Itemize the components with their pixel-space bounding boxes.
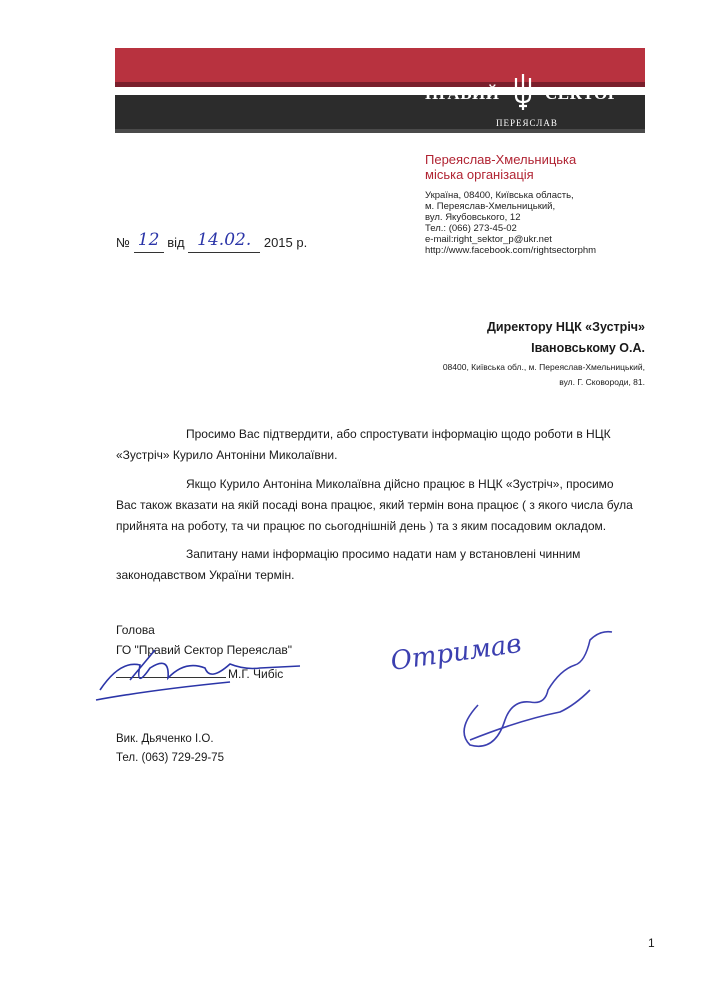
body-paragraph-1 xyxy=(116,424,636,466)
body-paragraph-3 xyxy=(116,544,636,586)
organization-title xyxy=(425,152,576,182)
recipient-signature-icon xyxy=(464,632,612,747)
header-band-red xyxy=(115,48,645,82)
organization-address xyxy=(425,190,596,256)
executor-name: Вик. Дьяченко І.О. xyxy=(116,733,214,745)
brand-left-word: ПРАВИЙ xyxy=(425,84,500,103)
recipient-position: Директору НЦК «Зустріч» xyxy=(487,320,645,334)
executor-block xyxy=(116,730,224,768)
signatory-organization: ГО "Правий Сектор Переяслав" xyxy=(116,643,293,657)
date-field xyxy=(188,232,260,253)
recipient-name: Івановському О.А. xyxy=(531,341,645,355)
handwritten-number: 12 xyxy=(137,230,160,250)
signature-line xyxy=(116,677,226,678)
address-line: вул. Якубовського, 12 xyxy=(425,212,521,223)
brand-city: ПЕРЕЯСЛАВ xyxy=(496,118,558,128)
executor-phone: Тел. (063) 729-29-75 xyxy=(116,752,224,764)
recipient-address-line2: вул. Г. Сковороди, 81. xyxy=(559,377,645,387)
date-label: від xyxy=(167,235,185,250)
paragraph-text: Запитану нами інформацію просимо надати нам у встановлені чинним законодавством України термін. xyxy=(116,547,581,582)
address-line: http://www.facebook.com/rightsectorphm xyxy=(425,245,597,256)
handwritten-date: 14.02. xyxy=(197,230,252,250)
body-paragraph-2 xyxy=(116,474,636,537)
brand-right-word: СЕКТОР xyxy=(545,84,619,103)
address-line: м. Переяслав-Хмельницький, xyxy=(425,201,556,212)
page-number: 1 xyxy=(648,936,655,950)
paragraph-text: Просимо Вас підтвердити, або спростувати інформацію щодо роботи в НЦК «Зустріч» Курило Антоніни Миколаївни. xyxy=(116,427,611,462)
number-label: № xyxy=(116,235,130,250)
header-band-black-shadow xyxy=(115,129,645,133)
trident-emblem-icon xyxy=(510,72,536,112)
address-line: Тел.: (066) 273-45-02 xyxy=(425,223,517,234)
address-line: Україна, 08400, Київська область, xyxy=(425,190,574,201)
org-title-line1: Переяслав-Хмельницька xyxy=(425,152,577,167)
address-line: e-mail:right_sektor_p@ukr.net xyxy=(425,234,552,245)
signatory-title: Голова xyxy=(116,623,155,637)
signatory-name-line xyxy=(116,667,283,681)
paragraph-text: Якщо Курило Антоніна Миколаївна дійсно працює в НЦК «Зустріч», просимо Вас також вказати на якій посаді вона працює, який термін вона працює ( з якого числа була прийнята на роботу, та чи працює по сьогоднішній день ) та з яким посадовим окладом. xyxy=(116,477,633,533)
recipient-address-line1: 08400, Київська обл., м. Переяслав-Хмельницький, xyxy=(442,362,645,372)
signatory-name: М.Г. Чибіс xyxy=(228,667,284,681)
reference-line xyxy=(116,232,307,253)
recipient-block xyxy=(443,317,645,389)
handwritten-received-note: Отримав xyxy=(388,628,524,677)
number-field xyxy=(134,232,164,253)
signature-block xyxy=(116,620,292,660)
year-label: 2015 р. xyxy=(263,235,308,250)
org-title-line2: міська організація xyxy=(425,167,534,182)
